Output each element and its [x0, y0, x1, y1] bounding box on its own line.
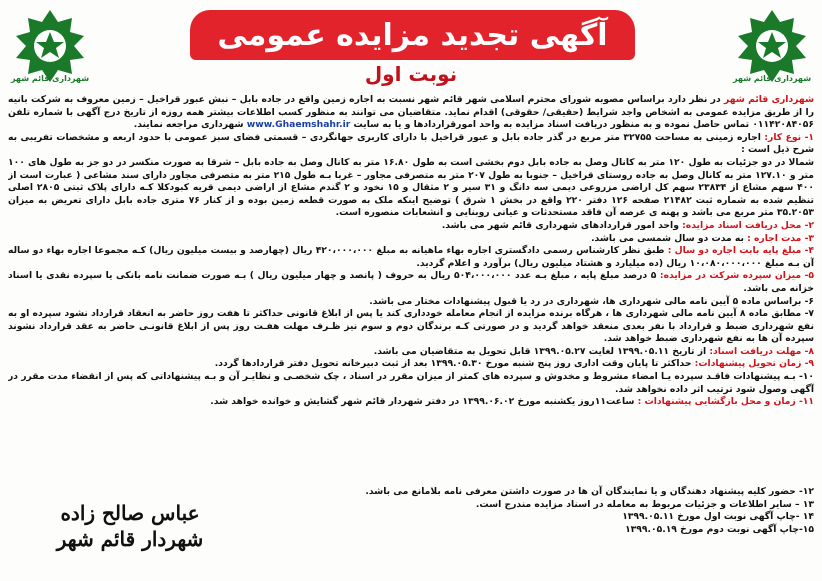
- item-5: ۵- میزان سپرده شرکت در مزایده: ۵ درصد مبلغ پایه ، مبلغ بـه عدد ۵۰۴،۰۰۰،۰۰۰ ریال به حروف ( پانصد و چهار میلیون ریال ) بـه صورت ضمانت نامه بانکی یا سپرده نقدی یا اسناد خزانه می باشد.: [8, 270, 814, 294]
- item-6: ۶- براساس ماده ۵ آیین نامه مالی شهرداری ها، شهرداری در رد یا قبول پیشنهادات مختار می باشد.: [369, 295, 814, 307]
- page-title: آگهی تجدید مزایده عمومی: [217, 18, 608, 53]
- logo-label: شهرداری قائم شهر: [10, 74, 90, 83]
- footer-item: ۱۳ – سایر اطلاعات و جزئیات مربوط به معامله در اسناد مزایده مندرج است.: [475, 498, 814, 510]
- signatory-role: شهردار قائم شهر: [56, 527, 204, 551]
- footer-item: ۱۴ -چاپ آگهی نوبت اول مورخ ۱۳۹۹.۰۵.۱۱: [622, 511, 814, 523]
- item-1: ۱- نوع کار: اجاره زمینی به مساحت ۳۲۷۵۵ متر مربع در گذر جاده بابل و عبور قراخیل با دارای کاربری جهانگردی – قسمتی فضای سبز عمومی با حدود اربعه و مشخصات تفریبی به شرح ذیل است :: [8, 131, 814, 156]
- item-8: ۸- مهلت دریافت اسناد: از تاریخ ۱۳۹۹.۰۵.۱۱ لغایت ۱۳۹۹.۰۵.۲۷ قابل تحویل به متقاضیان می باشد.: [373, 345, 814, 357]
- page-subtitle: نوبت اول: [364, 62, 458, 86]
- footer-items: [260, 486, 814, 536]
- item-7: ۷- مطابق ماده ۸ آیین نامه مالی شهرداری ها ، هرگاه برنده مزایده از انجام معامله خودداری کند یا پس از ابلاغ قانونی حداکثر تا هفت روز حاضر به انعقاد قرارداد نشود سپرده او به نفع شهرداری ضبط و قرارداد با نفر بعدی منعقد خواهد گردید و در صورتی کـه برندگان دوم و سوم نیز ظـرف مهلت هفـت روز پس از ابلاغ قانونـی حاضر به عقد قرارداد نشوند سپرده آن ها به نفع شهرداری ضبط خواهد شد.: [8, 308, 814, 345]
- intro-org: شهرداری قائم شهر: [724, 94, 814, 105]
- item-4: ۴- مبلغ پایه بابت اجاره دو سال : طبق نظر کارشناس رسمی دادگستری اجاره بهاء ماهیانه به مبلغ ۴۲۰،۰۰۰،۰۰۰ ریال (چهارصد و بیست میلیون ریال) کـه مجموعا اجاره بهاء دو ساله آن بـه مبلغ ۱۰،۰۸۰،۰۰۰،۰۰۰ ریال (ده میلیارد و هشتاد میلیون ریال) برآورد و اعلام گردید.: [8, 245, 814, 269]
- item-10: ۱۰- بـه پیشنهادات فاقـد سپرده یـا امضاء مشروط و مخدوش و سپرده های کمتر از میزان مقرر در اسناد ، چک شخصـی و نظایـر آن و بـه پیشنهاداتی که پس از انقضاء مدت مقرر در آگهی وصول شود ترتیب اثر داده نخواهد شد.: [8, 371, 814, 395]
- footer-item: ۱۵-چاپ آگهی نوبت دوم مورخ ۱۳۹۹.۰۵.۱۹: [625, 523, 814, 535]
- signatory-name: عباس صالح زاده: [60, 501, 200, 525]
- advertisement-body: [8, 94, 814, 504]
- logo-label: شهرداری قائم شهر: [732, 74, 812, 83]
- item-9: ۹- زمان تحویل پیشنهادات: حداکثر تا پایان وقت اداری روز پنج شنبه مورخ ۱۳۹۹.۰۵.۳۰ بعد از ثبت دبیرخانه تحویل دفتر قراردادها گردد.: [214, 358, 814, 370]
- item-11: ۱۱- زمان و محل بازگشایی پیشنهادات : ساعت۱۱روز یکشنبه مورخ ۱۳۹۹.۰۶.۰۲ در دفتر شهردار قائم شهر گشایش و خوانده خواهد شد.: [210, 396, 814, 408]
- item-1-detail: شمالا در دو جزئیات به طول ۱۲۰ متر به کانال وصل به جاده بابل دوم بخشی است به طول ۱۶.۸۰ متر به کانال وصل به جاده بابل – شرقا به صورت منکسر در دو جز به طول های ۱۰۰ متر و ۱۲۷.۱۰ متر به کانال وصل به جاده روستای قراخیل – جنوبا به طول ۲۰۷ متر به متصرفی مجاور – غربا بـه طول ۲۱۵ متر به متصرفی مجاور دارای سند مشاعی ( عبارت است از ۴۰۰ سهم مشاع از ۲۳۸۳۴ سهم کل اراضی مزروعی دیمی سه دانگ و ۳۱ سیر و ۲ مثقال و ۱۵ نخود و ۲ گندم مشاع از اراضی دیمی قریه کبودکلا کـه دارای پلاک ثبتی ۲۸۰۵ اصلی تنظیم شده به شماره ثبت ۲۱۴۸۲ صفحه ۱۲۶ دفتر ۲۲۰ واقع در بخش ۱ شرق ) توضیح اینکه ملک به صورت قطعه زمین بوده و از کنار ۷۶ متری جاده بابل دارای تعریض به میزان ۳۵.۲۰۵۳ متر مربع می باشد و پهنه ی عرصه آن فاقد مستحدثات و عیانی روبنایی و انشعابات منصوره است.: [8, 156, 814, 219]
- intro-paragraph: شهرداری قائم شهر در نظر دارد براساس مصوبه شورای محترم اسلامی شهر قائم شهر نسبت به اجاره زمین واقع در جاده بابل – نبش عبور قراخیل – زمین معروف به شرکت بانیه را از طریق مزایده عمومی به اشخاص واجد شرایط (حقیقی/ حقوقی) اقدام نماید. متقاضیان می توانند به منظور کسب اطلاعات بیشتر همه روزه از تاریخ درج آگهی با شماره تلفن ۰۱۱۴۲۰۸۴۰۵۶ تماس حاصل نموده و به منظور دریافت اسناد مزایده به واحد امورقراردادها و یا به سایت www.Ghaemshahr.ir شهرداری مراجعه نمایند.: [8, 94, 814, 131]
- footer-item: ۱۲- حضور کلیه پیشنهاد دهندگان و یا نمایندگان آن ها در صورت داشتن معرفی نامه بلامانع می باشد.: [365, 486, 814, 497]
- item-3: ۳- مدت اجاره : به مدت دو سال شمسی می باشد.: [591, 232, 814, 244]
- website-link[interactable]: www.Ghaemshahr.ir: [246, 119, 351, 131]
- signature-block: [30, 500, 230, 552]
- title-banner: [190, 10, 635, 60]
- item-2: ۲- محل دریافت اسناد مزایده: واحد امور قراردادهای شهرداری قائم شهر می باشد.: [441, 219, 814, 231]
